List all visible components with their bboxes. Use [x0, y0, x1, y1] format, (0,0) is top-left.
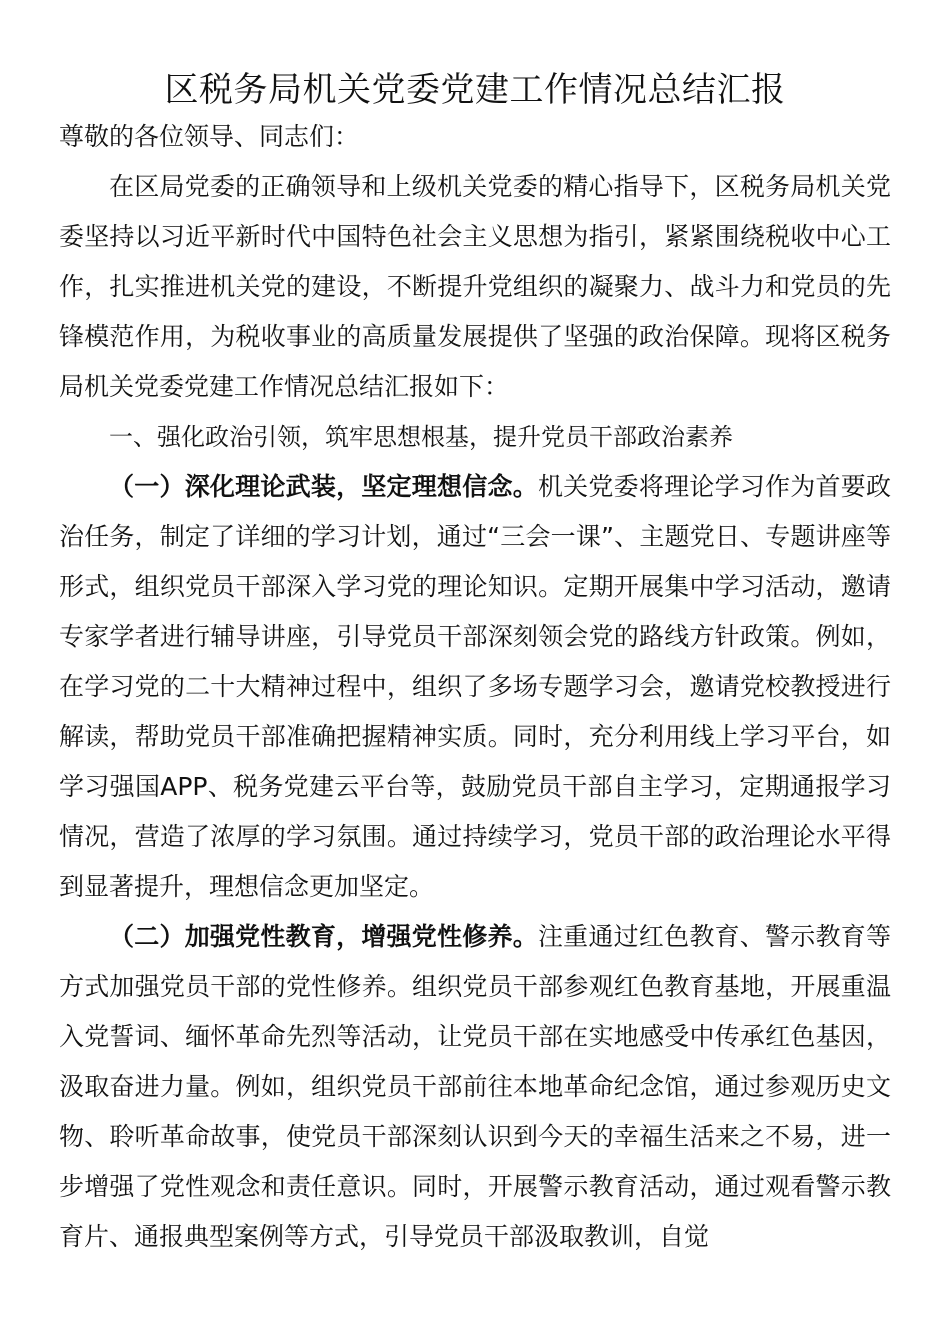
section-heading: 一、强化政治引领，筑牢思想根基，提升党员干部政治素养	[109, 423, 733, 451]
document-title: 区税务局机关党委党建工作情况总结汇报	[164, 70, 786, 110]
intro-paragraph: 在区局党委的正确领导和上级机关党委的精心指导下，区税务局机关党委坚持以习近平新时代中国特色社会主义思想为指引，紧紧围绕税收中心工作，扎实推进机关党的建设，不断提升党组织的凝聚力、战斗力和党员的先锋模范作用，为税收事业的高质量发展提供了坚强的政治保障。现将区税务局机关党委党建工作情况总结汇报如下：	[59, 172, 891, 401]
salutation: 尊敬的各位领导、同志们：	[59, 122, 360, 151]
subsection-heading: （二）加强党性教育，增强党性修养。	[109, 922, 538, 951]
subsection-paragraph	[59, 912, 891, 1262]
document-body	[59, 112, 891, 1262]
subsection-body: 注重通过红色教育、警示教育等方式加强党员干部的党性修养。组织党员干部参观红色教育基地，开展重温入党誓词、缅怀革命先烈等活动，让党员干部在实地感受中传承红色基因，汲取奋进力量。例如，组织党员干部前往本地革命纪念馆，通过参观历史文物、聆听革命故事，使党员干部深刻认识到今天的幸福生活来之不易，进一步增强了党性观念和责任意识。同时，开展警示教育活动，通过观看警示教育片、通报典型案例等方式，引导党员干部汲取教训，自觉	[59, 922, 891, 1251]
subsection-heading: （一）深化理论武装，坚定理想信念。	[109, 472, 538, 501]
subsection-paragraph	[59, 462, 891, 912]
subsection-body: 机关党委将理论学习作为首要政治任务，制定了详细的学习计划，通过“三会一课”、主题党日、专题讲座等形式，组织党员干部深入学习党的理论知识。定期开展集中学习活动，邀请专家学者进行辅导讲座，引导党员干部深刻领会党的路线方针政策。例如，在学习党的二十大精神过程中，组织了多场专题学习会，邀请党校教授进行解读，帮助党员干部准确把握精神实质。同时，充分利用线上学习平台，如学习强国APP、税务党建云平台等，鼓励党员干部自主学习，定期通报学习情况，营造了浓厚的学习氛围。通过持续学习，党员干部的政治理论水平得到显著提升，理想信念更加坚定。	[59, 472, 891, 901]
